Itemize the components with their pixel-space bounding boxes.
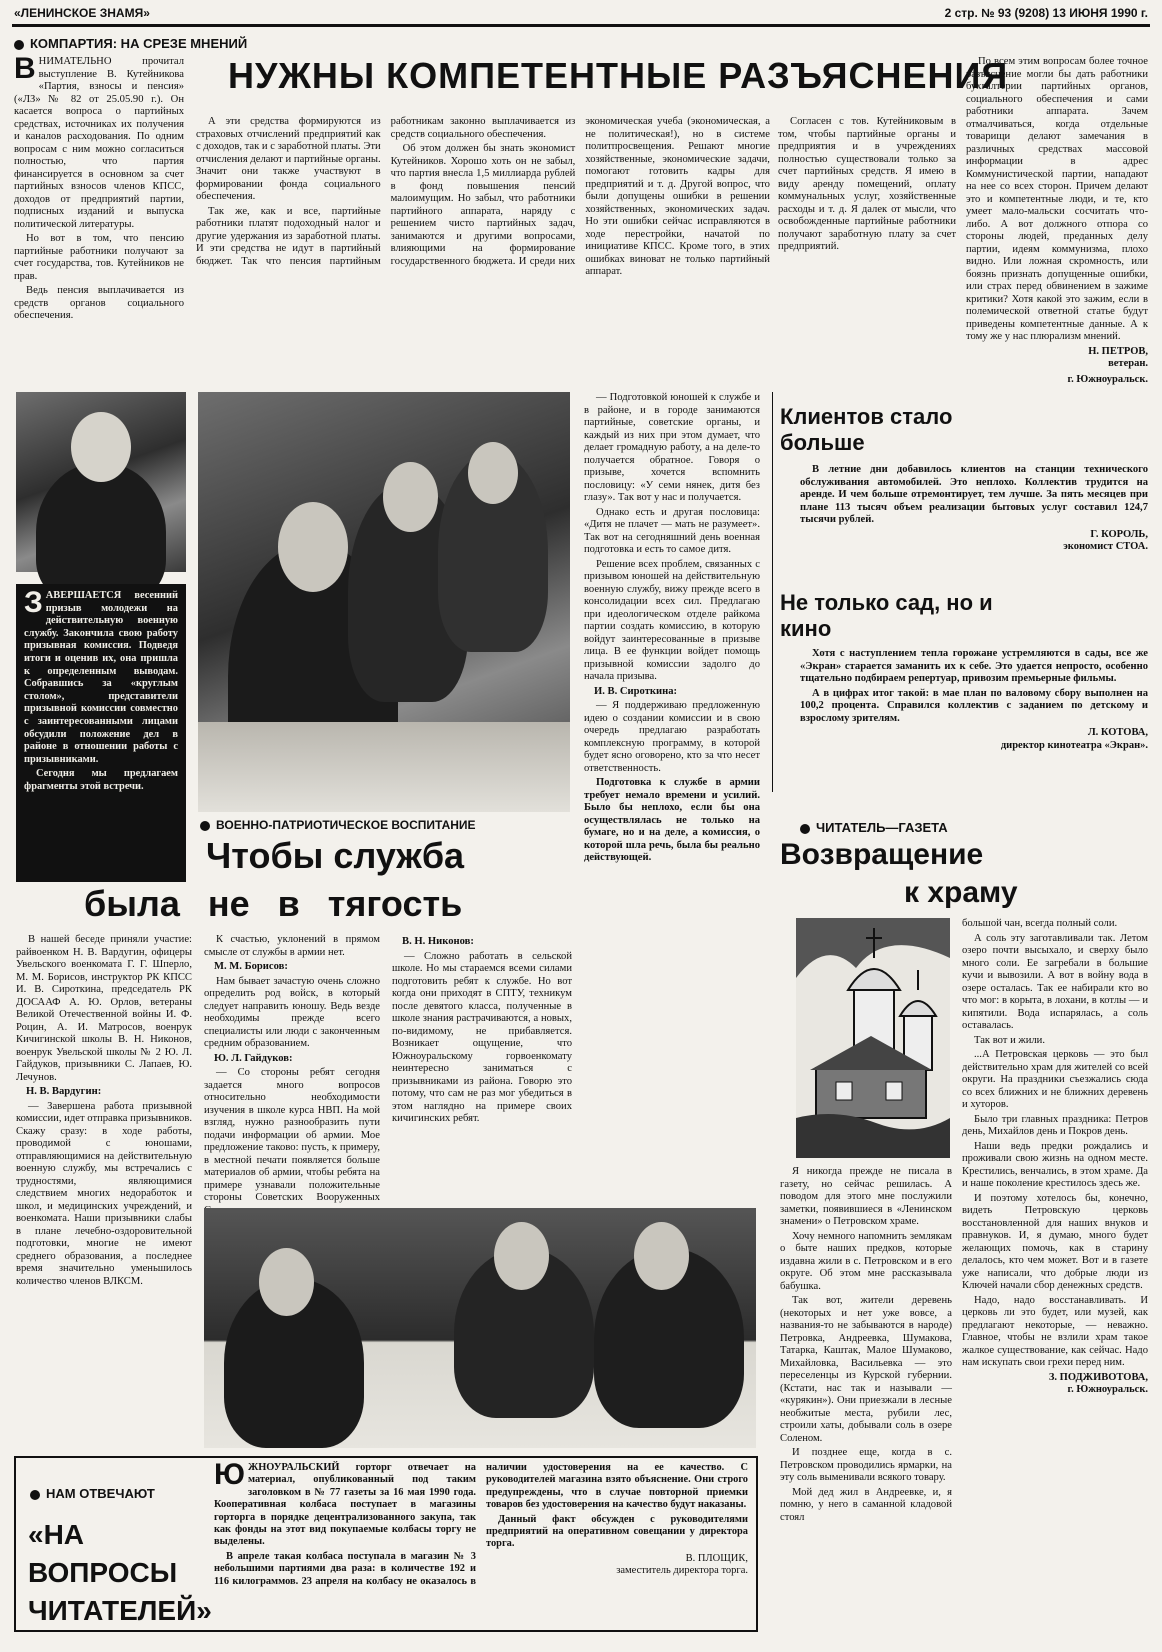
article3-sig-place: г. Южноуральск.	[1067, 1384, 1148, 1395]
article3-col-right	[962, 918, 1148, 1630]
qa-text3: Данный факт обсужден с руководителями предприятий на оперативном совещании у директора торга.	[486, 1513, 748, 1550]
qa-title: «НА ВОПРОСЫ ЧИТАТЕЛЕЙ»	[28, 1519, 212, 1626]
article2-t3: — Со стороны ребят сегодня задается много вопросов относительно необходимости изучения в школе курса НВП. На мой взгляд, нужно разнообразить пути подачи информации об армии. Мое предложение таково: пусть, к примеру, в местной печати появляется больше материалов об армии, чтобы ребята на примере узнавали положительные стороны Советских Вооруженных	[204, 1067, 380, 1203]
article1-p0: НИМАТЕЛЬНО прочитал выступление В. Кутейникова «Партия, взносы и пенсия» («ЛЗ» № 82 от 25.05.90 г.). Он касается вопроса о партийных средствах, источниках их получения и каналов расходования. По одним вопросам с ним можно согласиться полностью, что партия финансируется в основном за счет партийных взносов членов КПСС, доходов от предприятий партии, подписных изданий и выпуска политической литературы.	[14, 56, 184, 230]
article3-p5: И поэтому хотелось бы, конечно, видеть Петровскую церковь восстановленной для наших внуков и правнуков. И, я думаю, много будет желающих помочь, как в старину делалось, кто чем может. Вот и в газете уже написали, что добрые люди из Ключей начали сбор денежных средств.	[962, 1192, 1148, 1291]
article2-col3	[392, 934, 572, 1204]
qa-rubric-text: НАМ ОТВЕЧАЮТ	[46, 1486, 155, 1501]
article3-signature: З. ПОДЖИВОТОВА,	[1048, 1371, 1148, 1383]
column-divider	[772, 392, 773, 792]
masthead-paper: «ЛЕНИНСКОЕ ЗНАМЯ»	[14, 6, 150, 20]
qa-rubric	[30, 1486, 210, 1501]
article2-participants: В нашей беседе приняли участие: райвоенком Н. В. Вардугин, офицеры Увельского военкомата Г. Г. Шперло, М. М. Борисов, инструктор РК КПСС И. В. Сироткина, председатель РК ДОСААФ А. Ю. Орлов, ветераны Великой Отечественной войны И. Ф. Роцин, А. И. Матросов, военрук Кичигинской школы В. Н. Никонов, военрук Увельской школы № 2 Ю. Л. Гайдуков, призывники С. Лапаев, Ю. Лечунов.	[16, 934, 192, 1083]
qa-signature: В. ПЛОЩИК,	[685, 1552, 748, 1564]
brief1-signature: Г. КОРОЛЬ,	[1090, 528, 1148, 540]
article2-t2: Нам бывает зачастую очень сложно определить род войск, в который следует направить юношу. Ведь везде необходимы прежде всего специалисты или люди с законченным средним образованием.	[204, 975, 380, 1049]
article1-col6	[966, 56, 1148, 386]
article1-rubric-text: КОМПАРТИЯ: НА СРЕЗЕ МНЕНИЙ	[30, 36, 248, 51]
article2-dropcap: З	[24, 586, 43, 619]
article3-p6: Надо, надо восстанавливать. И церковь ли это будет, или музей, как предлагают некоторые, — неважно. Главное, чтобы не взлили храм такое жалкое существование, как сейчас. Надо нам искупать свои грехи перед ним.	[962, 1294, 1148, 1368]
bullet-icon	[800, 824, 810, 834]
qa-text2: В апреле такая колбаса поступала в магазин № 3 небольшими партиями два раза: в количестве 192 и 116 килограммов. 23 апреля на колбасу не оказалось в наличии удостоверения на ее качество. С руководителей магазина взято объяснение. Они строго предупреждены, что в случае повторной приемки товаров без удостоверения на качество будут наказаны.	[214, 1462, 748, 1587]
article2-t1: — Завершена работа призывной комиссии, идет отправка призывников. Скажу сразу: в ходе работы, проводимой с юношами, отправляющимися на действительную военную службу, мы встречались с трудностями, являющимися следствием многих недоработок и школ, и медицинских учреждений, и военкомата. Наши призывники слабы в плане лечебно-оздоровительной подготовки, многие не имеют среднего образования, а последнее время значительно уменьшилось количество членов ВЛКСМ.	[16, 1100, 192, 1287]
article1-dropcap: В	[14, 52, 36, 85]
article2-intro-box	[16, 584, 186, 882]
article2-title-line2: была не в тягость	[84, 883, 463, 924]
qa-dropcap: Ю	[214, 1458, 245, 1491]
conscripts-photo	[198, 392, 570, 812]
article2-col1	[16, 934, 192, 1448]
brief1-body	[800, 464, 1148, 574]
portrait-photo	[16, 392, 186, 572]
brief2-signature: Л. КОТОВА,	[1087, 727, 1148, 738]
masthead-rule	[12, 24, 1150, 27]
article2-rubric-text: ВОЕННО-ПАТРИОТИЧЕСКОЕ ВОСПИТАНИЕ	[216, 818, 476, 832]
brief1-role: экономист СТОА.	[1063, 541, 1148, 552]
article1-p7: По всем этим вопросам более точное разъяснение могли бы дать работники бухгалтерии партийных органов, социального обеспечения и сами работники аппарата. Зачем отмалчиваться, когда отдельные товарищи делают замечания в различных средствах массовой информации в адрес Коммунистической партии, нападают на нее со всех сторон. Причем делают это и компетентные люди, и те, кто умеет мало-мальски сосчитать что-либо. А вот должного отпора со стороны людей, преданных делу партии, идеям коммунизма, плохо видно. Или ложная скромность, или боязнь признать допущенные ошибки, или страх перед обвинением в зажиме критики? Хотя какой это зажим, если в полемической ответной статье будут приведены компетентные данные. А к тому же у нас плюрализм мнений.	[966, 56, 1148, 342]
qa-text: ЖНОУРАЛЬСКИЙ горторг отвечает на материал, опубликованный под таким заголовком в № 77 газеты за 16 мая 1990 года. Кооперативная колбаса поступает в магазины горторга в порядке децентрализованного закупа, так как фонды на этот вид покупаемые колбасы торгу не выделены.	[214, 1462, 476, 1548]
article3-rubric	[800, 820, 1140, 835]
brief1-title: Клиентов стало больше	[780, 404, 953, 455]
article3-l1: Хочу немного напомнить землякам о быте наших предков, которые издавна жили в с. Петровском и в его округе. Об этом мне рассказывала бабушка.	[780, 1230, 952, 1292]
article2-s6: И. В. Сироткина:	[594, 685, 678, 697]
article1-signature: Н. ПЕТРОВ,	[1088, 345, 1148, 357]
article2-s1: Н. В. Вардугин:	[26, 1086, 102, 1097]
article3-col-left	[780, 1166, 952, 1632]
article3-p1: Так вот и жили.	[974, 1034, 1045, 1046]
article2-t4: — Сложно работать в сельской школе. Но мы стараемся всеми силами подготовить ребят к службе. Но вот когда они приходят в СПТУ, техникум после девятого класса, полученные в школе знания растрачиваются, а новых, по-видимому, не прибавляется. Возникает ощущение, что Южноуральскому горвоенкомату неинтересно заниматься с призывниками из района. Говорю это потому, что сам не раз мог убедиться в этом наглядно на примере своих кичигинских ребят.	[392, 950, 572, 1124]
article1-p6: Согласен с тов. Кутейниковым в том, чтобы партийные органы и предприятия и в учреждениях полностью существовали только за счет партийных средств. Я имею в виду аренду помещений, оплату коммунальных услуг, хозяйственные расходы и т. д. Я далек от мысли, что освобожденные партийные работники получают заработную плату за счет предприятий.	[778, 116, 956, 252]
qa-body	[214, 1458, 748, 1626]
article3-p3: Было три главных праздника: Петров день, Михайлов день и Покров день.	[962, 1113, 1148, 1137]
article2-s4: В. Н. Никонов:	[402, 936, 474, 947]
article3-right-top: большой чан, всегда полный соли.	[962, 918, 1118, 929]
article2-intro2: Сегодня мы предлагаем фрагменты этой встречи.	[24, 768, 178, 792]
brief2-role: директор кинотеатра «Экран».	[1000, 739, 1148, 751]
article1-p1: Но вот в том, что пенсию партийные работники получают за счет государства, тов. Кутейников не прав.	[14, 233, 184, 282]
article2-t5: — Подготовкой юношей к службе и в районе, и в городе занимаются партийные, советские органы, и каждый из них при этом думает, что делает громадную работу, а на деле-то получается обратное. Говоря о призыве, хочется вспомнить пословицу: «У семи нянек, дитя без глазу». Так вот у нас и получается.	[584, 392, 760, 503]
article3-p0: А соль эту заготавливали так. Летом озеро почти высыхало, и сверху было много соли. Ее загребали в большие кучи и вывозили. А вот в войну вода в озере осталась. Так ее набирали кто во что мог: в корыта, в лохани, в котлы — и кипятили. Вода испарялась, а соль оставалась.	[962, 932, 1148, 1031]
article2-title-line1: Чтобы служба	[206, 835, 465, 876]
commission-photo	[204, 1208, 756, 1448]
church-icon	[796, 918, 950, 1158]
article1-title: НУЖНЫ КОМПЕТЕНТНЫЕ РАЗЪЯСНЕНИЯ	[228, 55, 1009, 96]
article1-p2: Ведь пенсия выплачивается из средств органов социального обеспечения.	[14, 285, 184, 321]
article2-t5b: Однако есть и другая пословица: «Дитя не плачет — мать не разумеет». Так вот на сегодняшний день военная подготовка и есть то самое дитя.	[584, 506, 760, 555]
article2-t6: — Я поддерживаю предложенную идею о создании комиссии и в свою очередь предлагаю разработать комплексную программу, в которой будет ясно оговорено, кто за что несет ответственность.	[584, 700, 760, 774]
qa-role: заместитель директора торга.	[616, 1565, 748, 1577]
brief2-text2: А в цифрах итог такой: в мае план по валовому сбору выполнен на 100,2 процента. Справился коллектив с заданием по детскому и взрослому зрителям.	[800, 687, 1148, 724]
church-illustration	[796, 918, 950, 1158]
article1-p3: А эти средства формируются из страховых отчислений предприятий как с доходов, так и с заработной платы. Эти отчисления делают и партийные органы. Значит они также участвуют в формировании фонда социального обеспечения.	[196, 116, 381, 202]
brief2-title: Не только сад, но и кино	[780, 590, 993, 641]
article1-p5: Об этом должен бы знать экономист Кутейников. Хорошо хоть он не забыл, что партия внесла 1,5 миллиарда рублей в фонд повышения пенсий малоимущим. Но забыл, что работники партийного аппарата, наряду с решением чисто партийных задач, занимаются и другими вопросами, влияющими на формирование государственного бюджета. И среди них экономическая учеба (экономическая, а не политическая!), но в системе политпросвещения. Решают многие хозяйственные, экономические задачи, помогают готовить кадры для предприятий и т. д. Другой вопрос, что были допущены ошибки в решении хозяйственных, экономических задач. Но эти ошибки сейчас исправляются в ходе перестройки, начатой по инициативе КПСС. Кроме того, в этих ошибках виноват не только партийный аппарат.	[390, 116, 770, 277]
masthead-issue: 2 стр. № 93 (9208) 13 ИЮНЯ 1990 г.	[944, 6, 1148, 20]
bullet-icon	[200, 821, 210, 831]
article3-p2: ...А Петровская церковь — это был действительно храм для жителей со всей округи. На праздники съезжались сюда со всех ближних и не ближних деревень и хуторов.	[962, 1049, 1148, 1110]
article2-intro: АВЕРШАЕТСЯ весенний призыв молодежи на действительную военную службу. Закончила свою работу призывная комиссия. Подведя итоги и оценив их, она пришла к определенным выводам. Собравшись за «круглым столом», представители призывной комиссии совместно с заинтересованными лицами обсудили положение дел в районе в отношении работы с призывниками.	[24, 590, 178, 765]
article1-p4: Так же, как и все, партийные работники платят подоходный налог и другие удержания из заработной платы. И эти средства не идут в партийный бюджет. Так что пенсия партийным работникам законно выплачивается из средств социального обеспечения.	[196, 116, 576, 267]
article1-body	[196, 116, 770, 378]
article2-t1b: К счастью, уклонений в прямом смысле от службы в армии нет.	[204, 934, 380, 958]
article2-col2	[204, 934, 380, 1204]
article1-sig-role: ветеран.	[1108, 358, 1148, 369]
article3-l3: И позднее еще, когда в с. Петровском проводились ярмарки, на эту соль выменивали всякого товару.	[780, 1447, 952, 1483]
article2-s2: М. М. Борисов:	[214, 961, 288, 972]
article2-s3: Ю. Л. Гайдуков:	[214, 1052, 293, 1064]
brief2-body	[800, 648, 1148, 798]
article3-l0: Я никогда прежде не писала в газету, но сейчас решилась. А поводом для этого мне послужили заметки, появившиеся в «Ленинском знамени» о Петровском храме.	[780, 1166, 952, 1227]
article3-l4: Мой дед жил в Андреевке, и, я помню, у него в саманной кладовой стоял	[780, 1486, 952, 1523]
bullet-icon	[14, 40, 24, 50]
article2-t5c: Решение всех проблем, связанных с призывом юношей на действительную военную службу, вижу прежде всего в консолидации всех сил. Предлагаю при идеологическом отделе райкома партии создать комиссию, в которую войдут заинтересованные в призыве лица. В ее функции войдет помощь призывной комиссии задолго до начала призыва.	[584, 558, 760, 682]
article1-col1	[14, 52, 184, 386]
article2-t6b: Подготовка к службе в армии требует немало времени и усилий. Было бы неплохо, если бы она осуществлялась не только на бумаге, но и на деле, а комиссия, о которой шла речь, была бы реально действующей.	[584, 777, 760, 863]
bullet-icon	[30, 1490, 40, 1500]
article2-rubric	[200, 818, 580, 832]
article1-rubric	[14, 36, 314, 51]
article3-title-line1: Возвращение	[780, 838, 984, 871]
article1-sig-place: г. Южноуральск.	[1067, 373, 1148, 385]
article3-rubric-text: ЧИТАТЕЛЬ—ГАЗЕТА	[816, 820, 948, 835]
article3-title-line2: к храму	[904, 876, 1018, 909]
brief1-text: В летние дни добавилось клиентов на станции технического обслуживания автомобилей. Это неплохо. Коллектив трудится на аренде. И чем больше отремонтирует, тем лучше. За пять месяцев при плане 113 тысяч объем реализации бытовых услуг составил 124,7 тысячи рублей.	[800, 464, 1148, 525]
article3-p4: Наши ведь предки рождались и проживали свою жизнь на одном месте. Крестились, венчались, в этом храме. Да и наше поколение крестилось здесь же.	[962, 1140, 1148, 1189]
article2-col-mid	[584, 392, 760, 1172]
brief2-text1: Хотя с наступлением тепла горожане устремляются в сады, все же «Экран» старается заманить их к себе. Это удается непросто, особенно тщательно подбираем репертуар, привозим премьерные фильмы.	[800, 648, 1148, 684]
article1-col5	[778, 116, 956, 378]
article3-l2: Так вот, жители деревень (некоторых и нет уже вовсе, а названия-то не забываются в народе) Петровка, Андреевка, Шумакова, Татарка, Каштак, Малое Шумаково, Михайловка, Васильевка — это переселенцы из Курской губернии. (Кстати, нас так и называли — «курякин»). Они приезжали в лесные необжитые места, рубили лес, строили хаты, добывали соль в озере Соленом.	[780, 1295, 952, 1444]
